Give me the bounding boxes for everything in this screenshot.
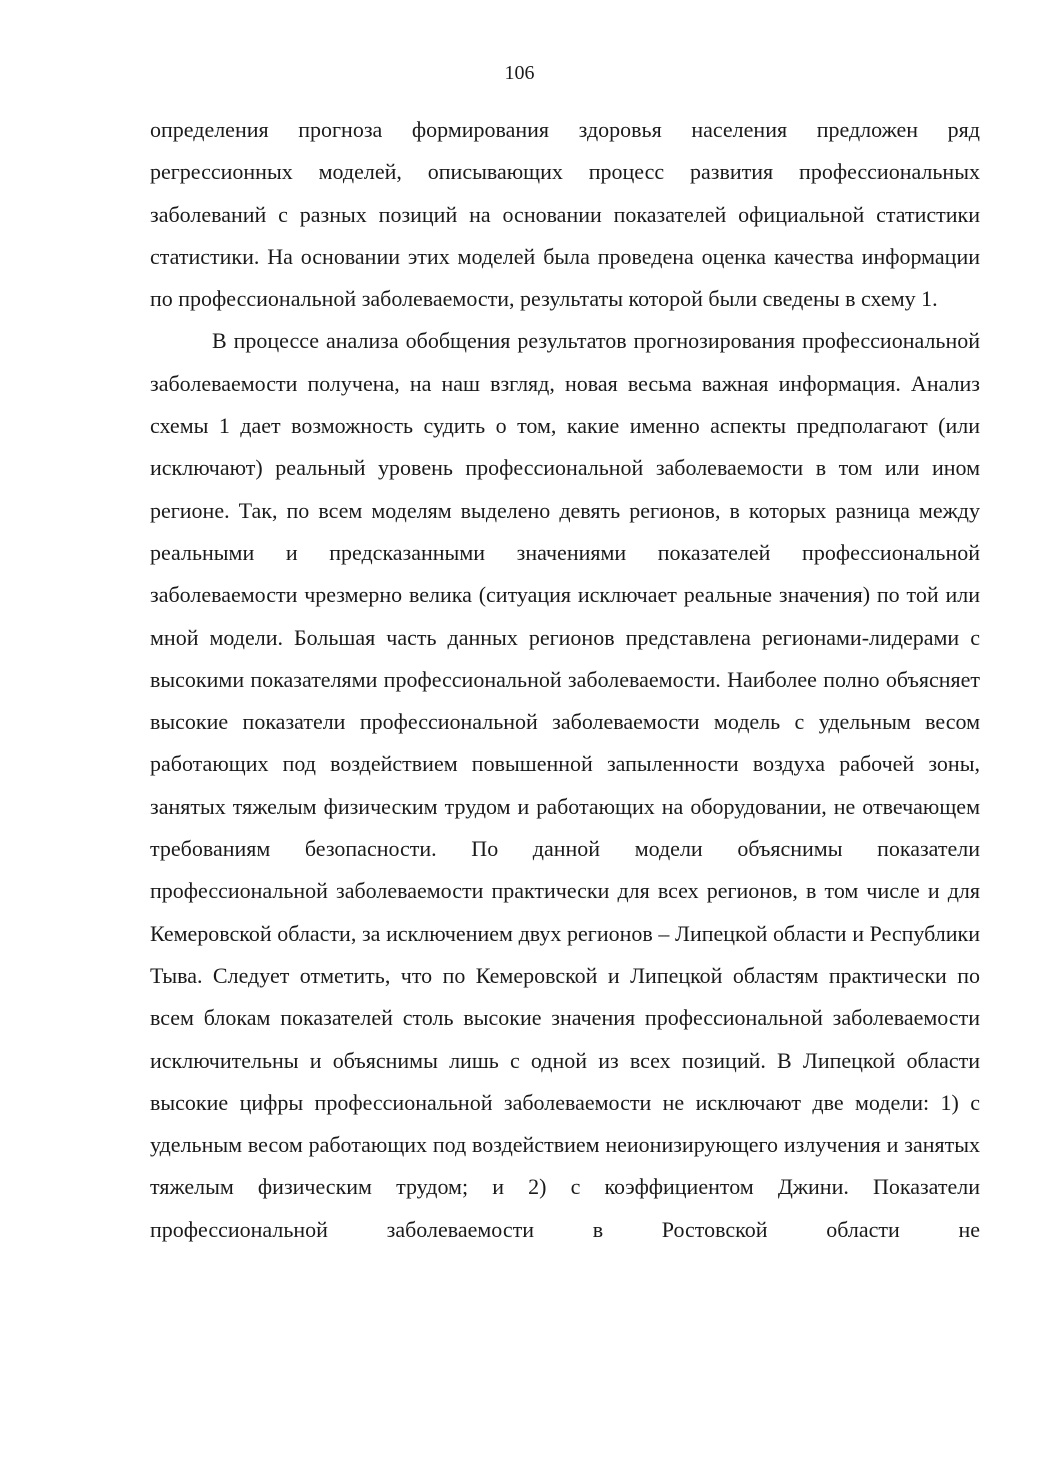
- paragraph: определения прогноза формирования здоровья населения предложен ряд регрессионных моделей, описывающих процесс развития профессиональных заболеваний с разных позиций на основании показателей официальной статистики статистики. На основании этих моделей была проведена оценка качества информации по профессиональной заболеваемости, результаты которой были сведены в схему 1.: [150, 117, 980, 312]
- page-number: 106: [504, 62, 535, 84]
- paragraph: В процессе анализа обобщения результатов прогнозирования профессиональной заболеваемости получена, на наш взгляд, новая весьма важная информация. Анализ схемы 1 дает возможность судить о том, какие именно аспекты предполагают (или исключают) реальный уровень профессиональной заболеваемости в том или ином регионе. Так, по всем моделям выделено девять регионов, в которых разница между реальными и предсказанными значениями показателей профессиональной заболеваемости чрезмерно велика (ситуация исключает реальные значения) по той или мной модели. Большая часть данных регионов представлена регионами-лидерами с высокими показателями профессиональной заболеваемости. Наиболее полно объясняет высокие показатели профессиональной заболеваемости модель с удельным весом работающих под воздействием повышенной запыленности воздуха рабочей зоны, занятых тяжелым физическим трудом и работающих на оборудовании, не отвечающем требованиям безопасности. По данной модели объяснимы показатели профессиональной заболеваемости практически для всех регионов, в том числе и для Кемеровской области, за исключением двух регионов – Липецкой области и Республики Тыва. Следует отметить, что по Кемеровской и Липецкой областям практически по всем блокам показателей столь высокие значения профессиональной заболеваемости исключительны и объяснимы лишь с одной из всех позиций. В Липецкой области высокие цифры профессиональной заболеваемости не исключают две модели: 1) с удельным весом работающих под воздействием неионизирующего излучения и занятых тяжелым физическим трудом; и 2) с коэффициентом Джини. Показатели профессиональной заболеваемости в Ростовской области не: [150, 328, 980, 1242]
- body-text: [150, 109, 980, 1251]
